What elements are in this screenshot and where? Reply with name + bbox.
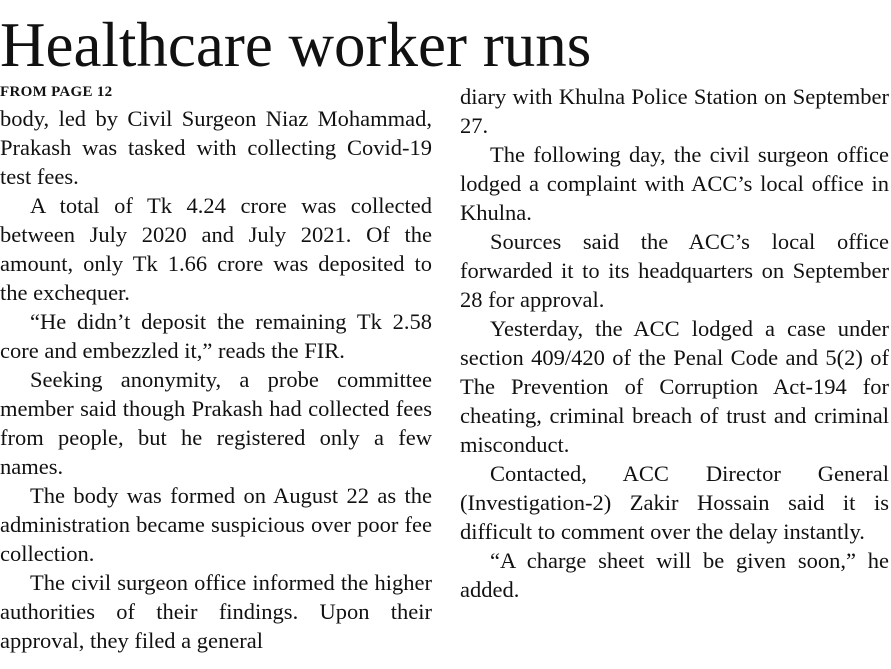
paragraph: “He didn’t deposit the remaining Tk 2.58 core and embezzled it,” reads the FIR. <box>0 309 432 363</box>
paragraph: The civil surgeon office informed the higher authorities of their findings. Upon their approval, they filed a general <box>0 570 432 653</box>
paragraph: diary with Khulna Police Station on September 27. <box>460 84 889 138</box>
paragraph: Contacted, ACC Director General (Investigation-2) Zakir Hossain said it is difficult to comment over the delay instantly. <box>460 461 889 544</box>
paragraph: Yesterday, the ACC lodged a case under section 409/420 of the Penal Code and 5(2) of The Prevention of Corruption Act-194 for cheating, criminal breach of trust and criminal misconduct. <box>460 316 889 457</box>
paragraph: A total of Tk 4.24 crore was collected between July 2020 and July 2021. Of the amount, only Tk 1.66 crore was deposited to the exchequer. <box>0 193 432 305</box>
right-column <box>460 82 889 604</box>
continued-from-label: FROM PAGE 12 <box>0 84 113 100</box>
paragraph: The following day, the civil surgeon office lodged a complaint with ACC’s local office in Khulna. <box>460 142 889 225</box>
headline: Healthcare worker runs <box>0 10 592 80</box>
paragraph: “A charge sheet will be given soon,” he added. <box>460 548 889 602</box>
paragraph: Seeking anonymity, a probe committee member said though Prakash had collected fees from people, but he registered only a few names. <box>0 367 432 479</box>
paragraph: The body was formed on August 22 as the administration became suspicious over poor fee collection. <box>0 483 432 566</box>
paragraph: Sources said the ACC’s local office forwarded it to its headquarters on September 28 for approval. <box>460 229 889 312</box>
paragraph: body, led by Civil Surgeon Niaz Mohammad, Prakash was tasked with collecting Covid-19 test fees. <box>0 106 432 189</box>
left-column <box>0 104 432 655</box>
